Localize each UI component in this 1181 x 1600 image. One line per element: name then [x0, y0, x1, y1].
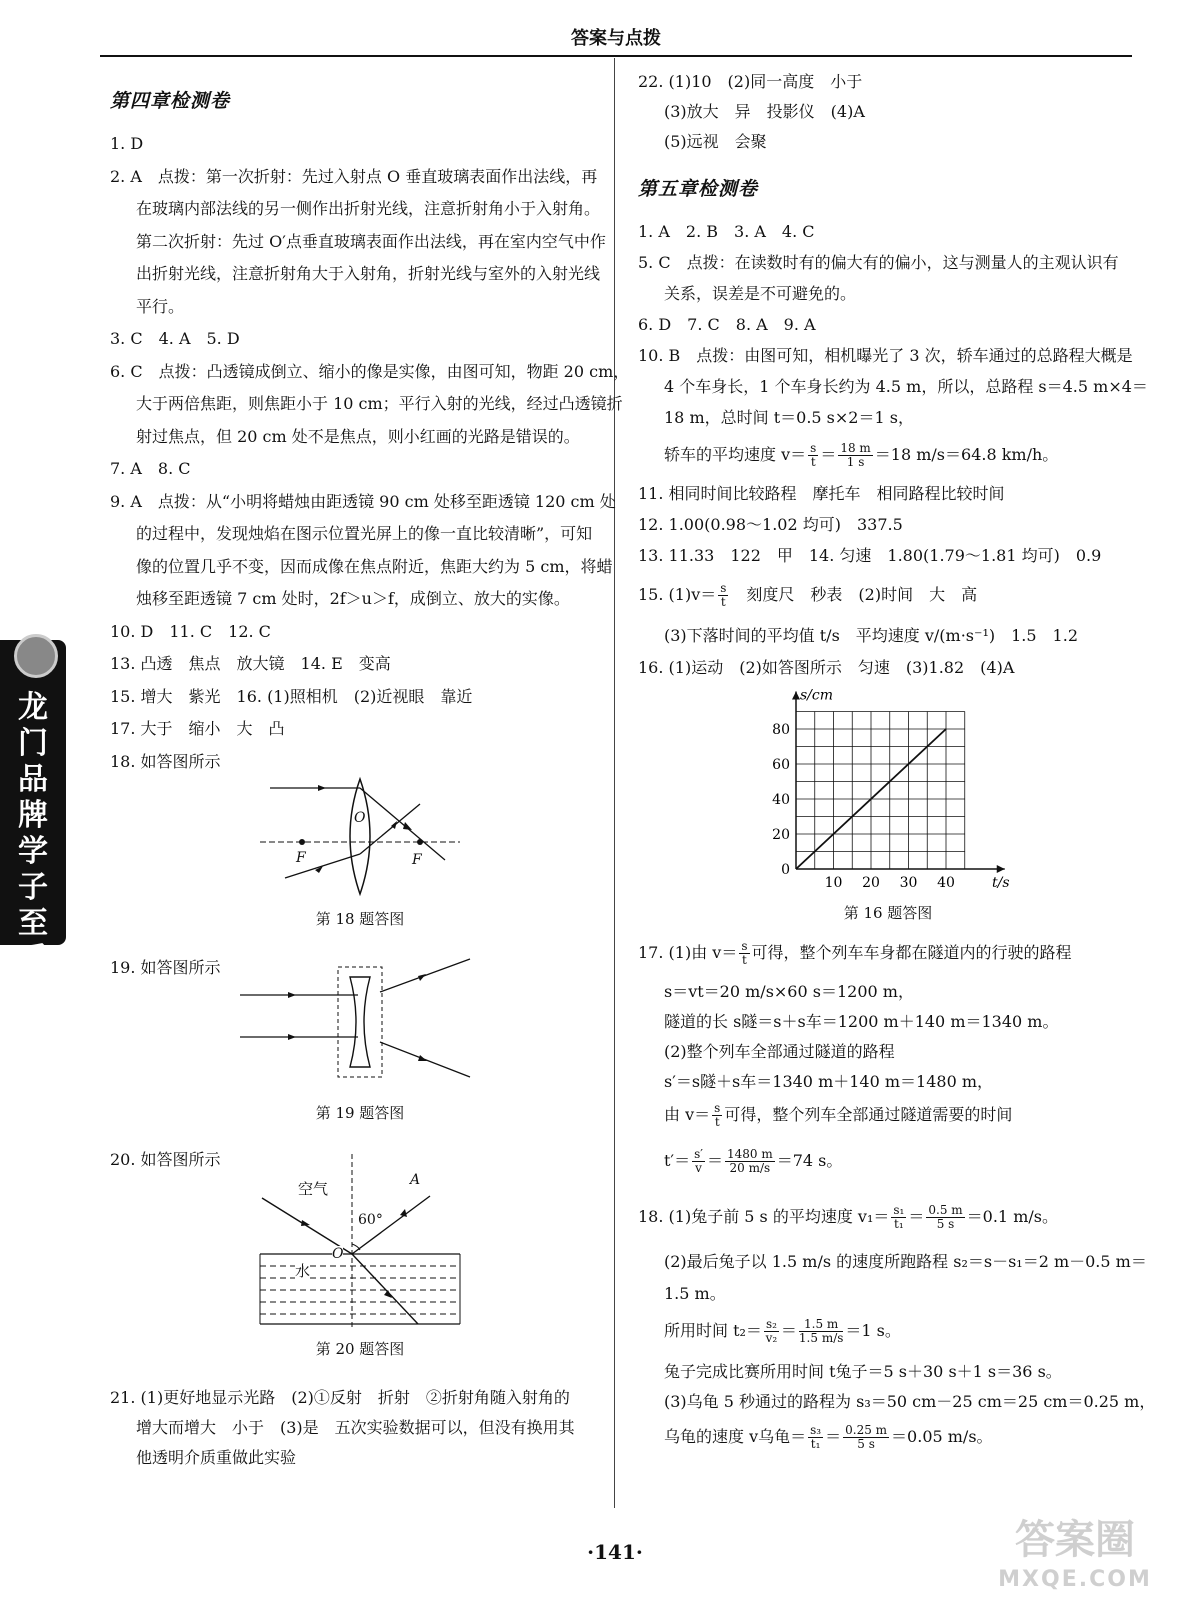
denominator: t: [742, 953, 747, 968]
fraction: [712, 1102, 722, 1129]
figure-19-concave-lens: [240, 957, 480, 1087]
page-header-title: 答案与点拨: [571, 28, 661, 49]
text-span: 乌龟的速度 v乌龟＝: [664, 1427, 807, 1447]
fig20-water-label: 水: [295, 1262, 311, 1280]
watermark-line-2: MXQE.COM: [998, 1567, 1152, 1592]
text-span: 可得，整个列车车身都在隧道内的行驶的路程: [751, 943, 1072, 963]
numerator: s: [720, 581, 727, 595]
answer-line: 2. A 点拨：第一次折射：先过入射点 O 垂直玻璃表面作出法线，再: [110, 166, 598, 186]
answer-line: 11. 相同时间比较路程 摩托车 相同路程比较时间: [638, 484, 1005, 503]
x-axis-arrow-icon: [997, 865, 1005, 873]
q17-line-4: (2)整个列车全部通过隧道的路程: [664, 1042, 895, 1061]
numerator: 0.25 m: [845, 1423, 888, 1437]
answer-line: 6. C 点拨：凸透镜成倒立、缩小的像是实像，由图可知，物距 20 cm，: [110, 361, 630, 381]
text-span: ＝0.05 m/s。: [891, 1427, 993, 1447]
text-span: 轿车的平均速度 v＝: [664, 445, 807, 465]
fig18-label-f-left: F: [296, 850, 306, 866]
text-span: 由 v＝: [664, 1105, 711, 1125]
fraction: [799, 1318, 843, 1345]
numerator: s₂: [765, 1317, 777, 1331]
q18-line-3: 1.5 m。: [664, 1284, 726, 1303]
numerator: 18 m: [840, 441, 871, 455]
side-tab-text: 龙门品牌学子至爱: [18, 690, 48, 977]
answer-line: 大于两倍焦距，则焦距小于 10 cm；平行入射的光线，经过凸透镜折: [136, 394, 623, 413]
brand-logo-icon: [14, 634, 58, 678]
text-span: ＝0.1 m/s。: [966, 1207, 1058, 1227]
answer-line: 17. 大于 缩小 大 凸: [110, 719, 285, 738]
y-axis-arrow-icon: [792, 692, 800, 700]
text-span: 18. (1)兔子前 5 s 的平均速度 v₁＝: [638, 1207, 890, 1227]
q18-line-4: [664, 1318, 901, 1345]
denominator: 5 s: [936, 1217, 955, 1232]
header-rule: [100, 55, 1132, 57]
text-span: 17. (1)由 v＝: [638, 943, 738, 963]
answer-line: 1. D: [110, 134, 144, 153]
text-span: 刻度尺 秒表 (2)时间 大 高: [730, 585, 978, 605]
text-span: ＝1 s。: [845, 1321, 901, 1341]
y-tick-label: 40: [772, 792, 790, 808]
watermark-line-1: 答案圈: [1015, 1517, 1135, 1563]
text-span: 可得，整个列车全部通过隧道需要的时间: [724, 1105, 1013, 1125]
answer-line: 12. 1.00(0.98～1.02 均可) 337.5: [638, 515, 903, 534]
fraction: [843, 1424, 889, 1451]
origin-label: 0: [781, 862, 790, 878]
answer-line: 射过焦点，但 20 cm 处不是焦点，则小红画的光路是错误的。: [136, 426, 580, 446]
q17-line-5: s′＝s隧＋s车＝1340 m＋140 m＝1480 m，: [664, 1072, 994, 1091]
answer-line: 15. 增大 紫光 16. (1)照相机 (2)近视眼 靠近: [110, 686, 473, 706]
text-span: 15. (1)v＝: [638, 585, 717, 605]
answer-line: 3. C 4. A 5. D: [110, 329, 240, 348]
answer-line: 关系，误差是不可避免的。: [664, 284, 857, 303]
q18-line-6: (3)乌龟 5 秒通过的路程为 s₃＝50 cm－25 cm＝25 cm＝0.25 m，: [664, 1392, 1156, 1411]
text-span: ＝18 m/s＝64.8 km/h。: [874, 445, 1059, 465]
answer-line: 在玻璃内部法线的另一侧作出折射光线，注意折射角小于入射角。: [136, 199, 601, 218]
q22-line-3: (5)远视 会聚: [664, 132, 767, 151]
answer-line: 的过程中，发现烛焰在图示位置光屏上的像一直比较清晰”，可知: [136, 524, 593, 543]
text-span: ＝74 s。: [776, 1151, 843, 1171]
numerator: s: [741, 939, 748, 953]
q20-text: 20. 如答图所示: [110, 1150, 221, 1169]
q18-line-2: (2)最后兔子以 1.5 m/s 的速度所跑路程 s₂＝s－s₁＝2 m－0.5 m＝: [664, 1252, 1147, 1271]
fraction: [808, 442, 818, 469]
q18-line-1: [638, 1204, 1058, 1231]
fig20-label-a: A: [410, 1172, 421, 1188]
denominator: t: [720, 595, 726, 610]
text-span: ＝: [820, 445, 837, 465]
fig20-angle-label: 60°: [358, 1212, 383, 1228]
denominator: t: [714, 1115, 720, 1130]
column-divider: [614, 58, 615, 1508]
x-tick-label: 30: [899, 875, 918, 891]
x-tick-label: 20: [862, 875, 880, 891]
fraction: [838, 442, 872, 469]
fig18-label-f-right: F: [412, 852, 422, 868]
fraction: [718, 582, 728, 609]
fraction: [739, 940, 749, 967]
text-span: ＝: [780, 1321, 797, 1341]
denominator: t₁: [810, 1437, 821, 1452]
fraction: [764, 1318, 779, 1345]
q15-line-2: (3)下落时间的平均值 t/s 平均速度 v/(m·s⁻¹) 1.5 1.2: [664, 626, 1079, 645]
denominator: v: [695, 1161, 702, 1176]
answer-line: 5. C 点拨：在读数时有的偏大有的偏小，这与测量人的主观认识有: [638, 253, 1119, 272]
fraction: [692, 1148, 705, 1175]
denominator: 1.5 m/s: [798, 1331, 844, 1346]
numerator: s: [714, 1101, 721, 1115]
q10-car-speed: [664, 442, 1058, 469]
y-axis-label: s/cm: [800, 687, 834, 704]
q22-line-1: 22. (1)10 (2)同一高度 小于: [638, 72, 863, 91]
numerator: s: [810, 441, 817, 455]
section-title-ch4: 第四章检测卷: [110, 90, 231, 112]
q17-line-1: [638, 940, 1072, 967]
q21-line-2: 增大而增大 小于 (3)是 五次实验数据可以，但没有换用其: [136, 1418, 575, 1437]
figure-18-convex-lens: [260, 774, 460, 899]
answer-line: 13. 凸透 焦点 放大镜 14. E 变高: [110, 654, 391, 673]
x-tick-label: 40: [937, 875, 955, 891]
fraction: [725, 1148, 775, 1175]
answer-line: 1. A 2. B 3. A 4. C: [638, 222, 815, 241]
text-span: ＝: [825, 1427, 842, 1447]
fraction: [891, 1204, 906, 1231]
q18-line-7: [664, 1424, 993, 1451]
q17-line-6: [664, 1102, 1012, 1129]
answer-line: 第二次折射：先过 O′点垂直玻璃表面作出法线，再在室内空气中作: [136, 231, 606, 251]
answer-line: 18 m，总时间 t＝0.5 s×2＝1 s，: [664, 408, 914, 427]
fig18-label-o: O: [354, 810, 366, 826]
figure-16-caption: 第 16 题答图: [843, 904, 933, 922]
fraction: [808, 1424, 823, 1451]
q16-line: 16. (1)运动 (2)如答图所示 匀速 (3)1.82 (4)A: [638, 658, 1015, 677]
answer-line: 像的位置几乎不变，因而成像在焦点附近，焦距大约为 5 cm，将蜡: [136, 556, 613, 576]
denominator: t: [810, 455, 816, 470]
denominator: t₁: [894, 1217, 904, 1232]
answer-line: 4 个车身长，1 个车身长约为 4.5 m，所以，总路程 s＝4.5 m×4＝: [664, 377, 1148, 396]
q18-line-5: 兔子完成比赛所用时间 t兔子＝5 s＋30 s＋1 s＝36 s。: [664, 1362, 1062, 1381]
text-span: 所用时间 t₂＝: [664, 1321, 762, 1341]
q15-line-1: [638, 582, 977, 609]
q17-line-2: s＝vt＝20 m/s×60 s＝1200 m，: [664, 982, 914, 1001]
y-tick-label: 60: [772, 757, 790, 773]
numerator: 0.5 m: [928, 1203, 963, 1217]
figure-20-caption: 第 20 题答图: [315, 1340, 405, 1358]
q17-line-7: [664, 1148, 842, 1175]
figure-16-s-t-chart: [766, 684, 1016, 894]
numerator: 1480 m: [726, 1147, 773, 1161]
fig20-label-o: O: [332, 1246, 344, 1262]
fig20-air-label: 空气: [298, 1180, 329, 1198]
q22-line-2: (3)放大 异 投影仪 (4)A: [664, 102, 865, 121]
figure-20-refraction: [250, 1154, 470, 1329]
text-span: ＝: [706, 1151, 723, 1171]
watermark: [990, 1517, 1160, 1592]
q17-line-3: 隧道的长 s隧＝s＋s车＝1200 m＋140 m＝1340 m。: [664, 1012, 1059, 1031]
fraction: [926, 1204, 964, 1231]
numerator: s₁: [893, 1203, 905, 1217]
figure-19-caption: 第 19 题答图: [315, 1104, 405, 1122]
answer-line: 10. D 11. C 12. C: [110, 621, 271, 641]
denominator: 5 s: [857, 1437, 875, 1452]
answer-line: 13. 11.33 122 甲 14. 匀速 1.80(1.79～1.81 均可) 0.9: [638, 546, 1102, 565]
answer-line: 出折射光线，注意折射角大于入射角，折射光线与室外的入射光线: [136, 264, 601, 283]
text-span: t′＝: [664, 1151, 691, 1171]
numerator: 1.5 m: [799, 1318, 843, 1332]
text-span: ＝: [908, 1207, 925, 1227]
numerator: s₃: [810, 1423, 822, 1437]
x-tick-label: 10: [824, 875, 843, 891]
answer-line: 平行。: [136, 296, 185, 316]
denominator: 1 s: [846, 455, 865, 470]
denominator: v₂: [765, 1331, 778, 1346]
answer-line: 7. A 8. C: [110, 459, 191, 478]
answer-line: 9. A 点拨：从“小明将蜡烛由距透镜 90 cm 处移至距透镜 120 cm 处: [110, 491, 616, 511]
x-axis-label: t/s: [991, 875, 1010, 891]
q19-text: 19. 如答图所示: [110, 958, 221, 977]
figure-18-caption: 第 18 题答图: [315, 910, 405, 928]
answer-line: 6. D 7. C 8. A 9. A: [638, 315, 816, 334]
section-title-ch5: 第五章检测卷: [638, 178, 759, 200]
answer-line: 18. 如答图所示: [110, 751, 221, 771]
y-tick-label: 20: [772, 827, 790, 843]
page-number: ·141·: [587, 1540, 643, 1564]
answer-line: 10. B 点拨：由图可知，相机曝光了 3 次，轿车通过的总路程大概是: [638, 346, 1133, 365]
y-tick-label: 80: [772, 722, 790, 738]
answer-line: 烛移至距透镜 7 cm 处时，2f＞u＞f，成倒立、放大的实像。: [136, 589, 570, 608]
q21-line-1: 21. (1)更好地显示光路 (2)①反射 折射 ②折射角随入射角的: [110, 1388, 570, 1407]
denominator: 20 m/s: [729, 1161, 771, 1176]
q21-line-3: 他透明介质重做此实验: [136, 1448, 297, 1467]
numerator: s′: [694, 1147, 703, 1161]
